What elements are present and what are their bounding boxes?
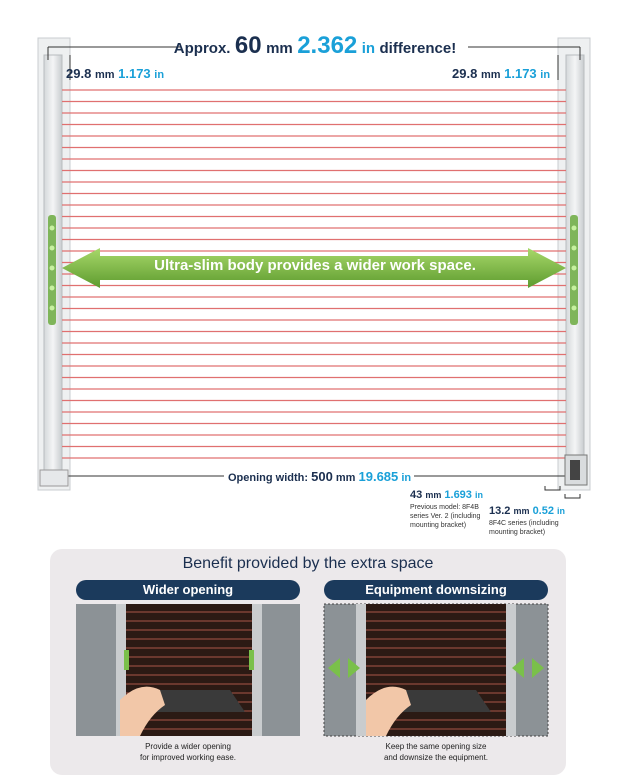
heading-mm-value: 60 (234, 32, 262, 59)
heading-in-unit: in (361, 40, 376, 57)
difference-heading (0, 32, 630, 60)
wider-opening-label: Wider opening (76, 580, 300, 600)
previous-model-thickness: 43 mm 1.693 in (410, 489, 483, 501)
heading-mm-unit: mm (266, 40, 293, 57)
left-indicator-leds (48, 215, 56, 325)
right-indicator-leds (570, 215, 578, 325)
equipment-downsizing-caption: Keep the same opening size and downsize the equipment. (383, 742, 489, 762)
left-bracket (40, 470, 68, 486)
equipment-downsizing-label: Equipment downsizing (324, 580, 548, 600)
left-edge-dimension: 29.8 mm 1.173 in (66, 66, 165, 81)
current-model-note: 8F4C series (including mounting bracket) (489, 520, 559, 536)
right-bracket-connector (570, 460, 580, 480)
heading-suffix: difference! (379, 40, 457, 57)
heading-in-value: 2.362 (297, 32, 358, 59)
arrow-label: Ultra-slim body provides a wider work space. (154, 257, 476, 274)
current-model-thickness: 13.2 mm 0.52 in (489, 505, 566, 517)
equipment-downsizing-illustration (324, 604, 548, 736)
opening-width-label: Opening width: 500 mm 19.685 in (225, 469, 414, 484)
right-edge-dimension: 29.8 mm 1.173 in (452, 66, 551, 81)
wider-opening-illustration (76, 604, 300, 736)
heading-prefix: Approx. (173, 40, 231, 57)
benefit-title: Benefit provided by the extra space (182, 555, 434, 572)
wider-opening-caption: Provide a wider opening for improved working ease. (139, 742, 237, 762)
previous-model-note: Previous model: 8F4B series Ver. 2 (including mounting bracket) (410, 504, 481, 529)
